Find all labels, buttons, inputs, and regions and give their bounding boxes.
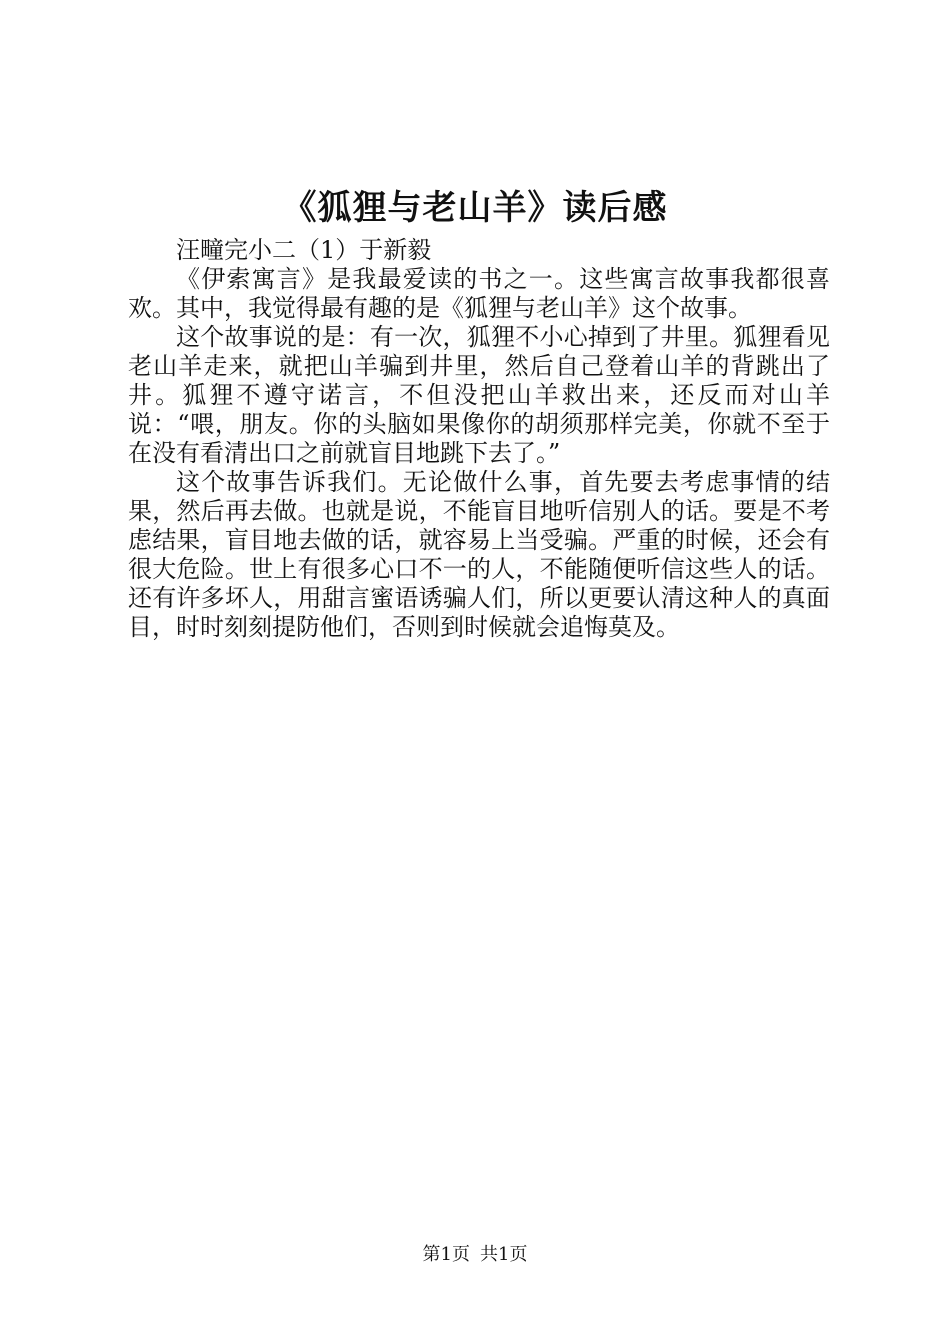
- paragraph-3: 这个故事告诉我们。无论做什么事，首先要去考虑事情的结果，然后再去做。也就是说，不能盲目地听信别人的话。要是不考虑结果，盲目地去做的话，就容易上当受骗。严重的时候，还会有很大危险。世上有很多心口不一的人，不能随便听信这些人的话。还有许多坏人，用甜言蜜语诱骗人们，所以更要认清这种人的真面目，时时刻刻提防他们，否则到时候就会追悔莫及。: [128, 468, 830, 641]
- page-number: 第1页: [422, 1244, 470, 1265]
- paragraph-2: 这个故事说的是：有一次，狐狸不小心掉到了井里。狐狸看见老山羊走来，就把山羊骗到井里，然后自己登着山羊的背跳出了井。狐狸不遵守诺言，不但没把山羊救出来，还反而对山羊说：“喂，朋友。你的头脑如果像你的胡须那样完美，你就不至于在没有看清出口之前就盲目地跳下去了。”: [128, 323, 830, 467]
- author-line: 汪疃完小二（1）于新毅: [176, 236, 432, 264]
- paragraph-1: 《伊索寓言》是我最爱读的书之一。这些寓言故事我都很喜欢。其中，我觉得最有趣的是《狐狸与老山羊》这个故事。: [128, 265, 830, 322]
- page-total: 共1页: [480, 1244, 528, 1265]
- document-body: [128, 236, 830, 642]
- document-title: 《狐狸与老山羊》读后感: [282, 188, 668, 228]
- page-footer: [0, 1244, 950, 1266]
